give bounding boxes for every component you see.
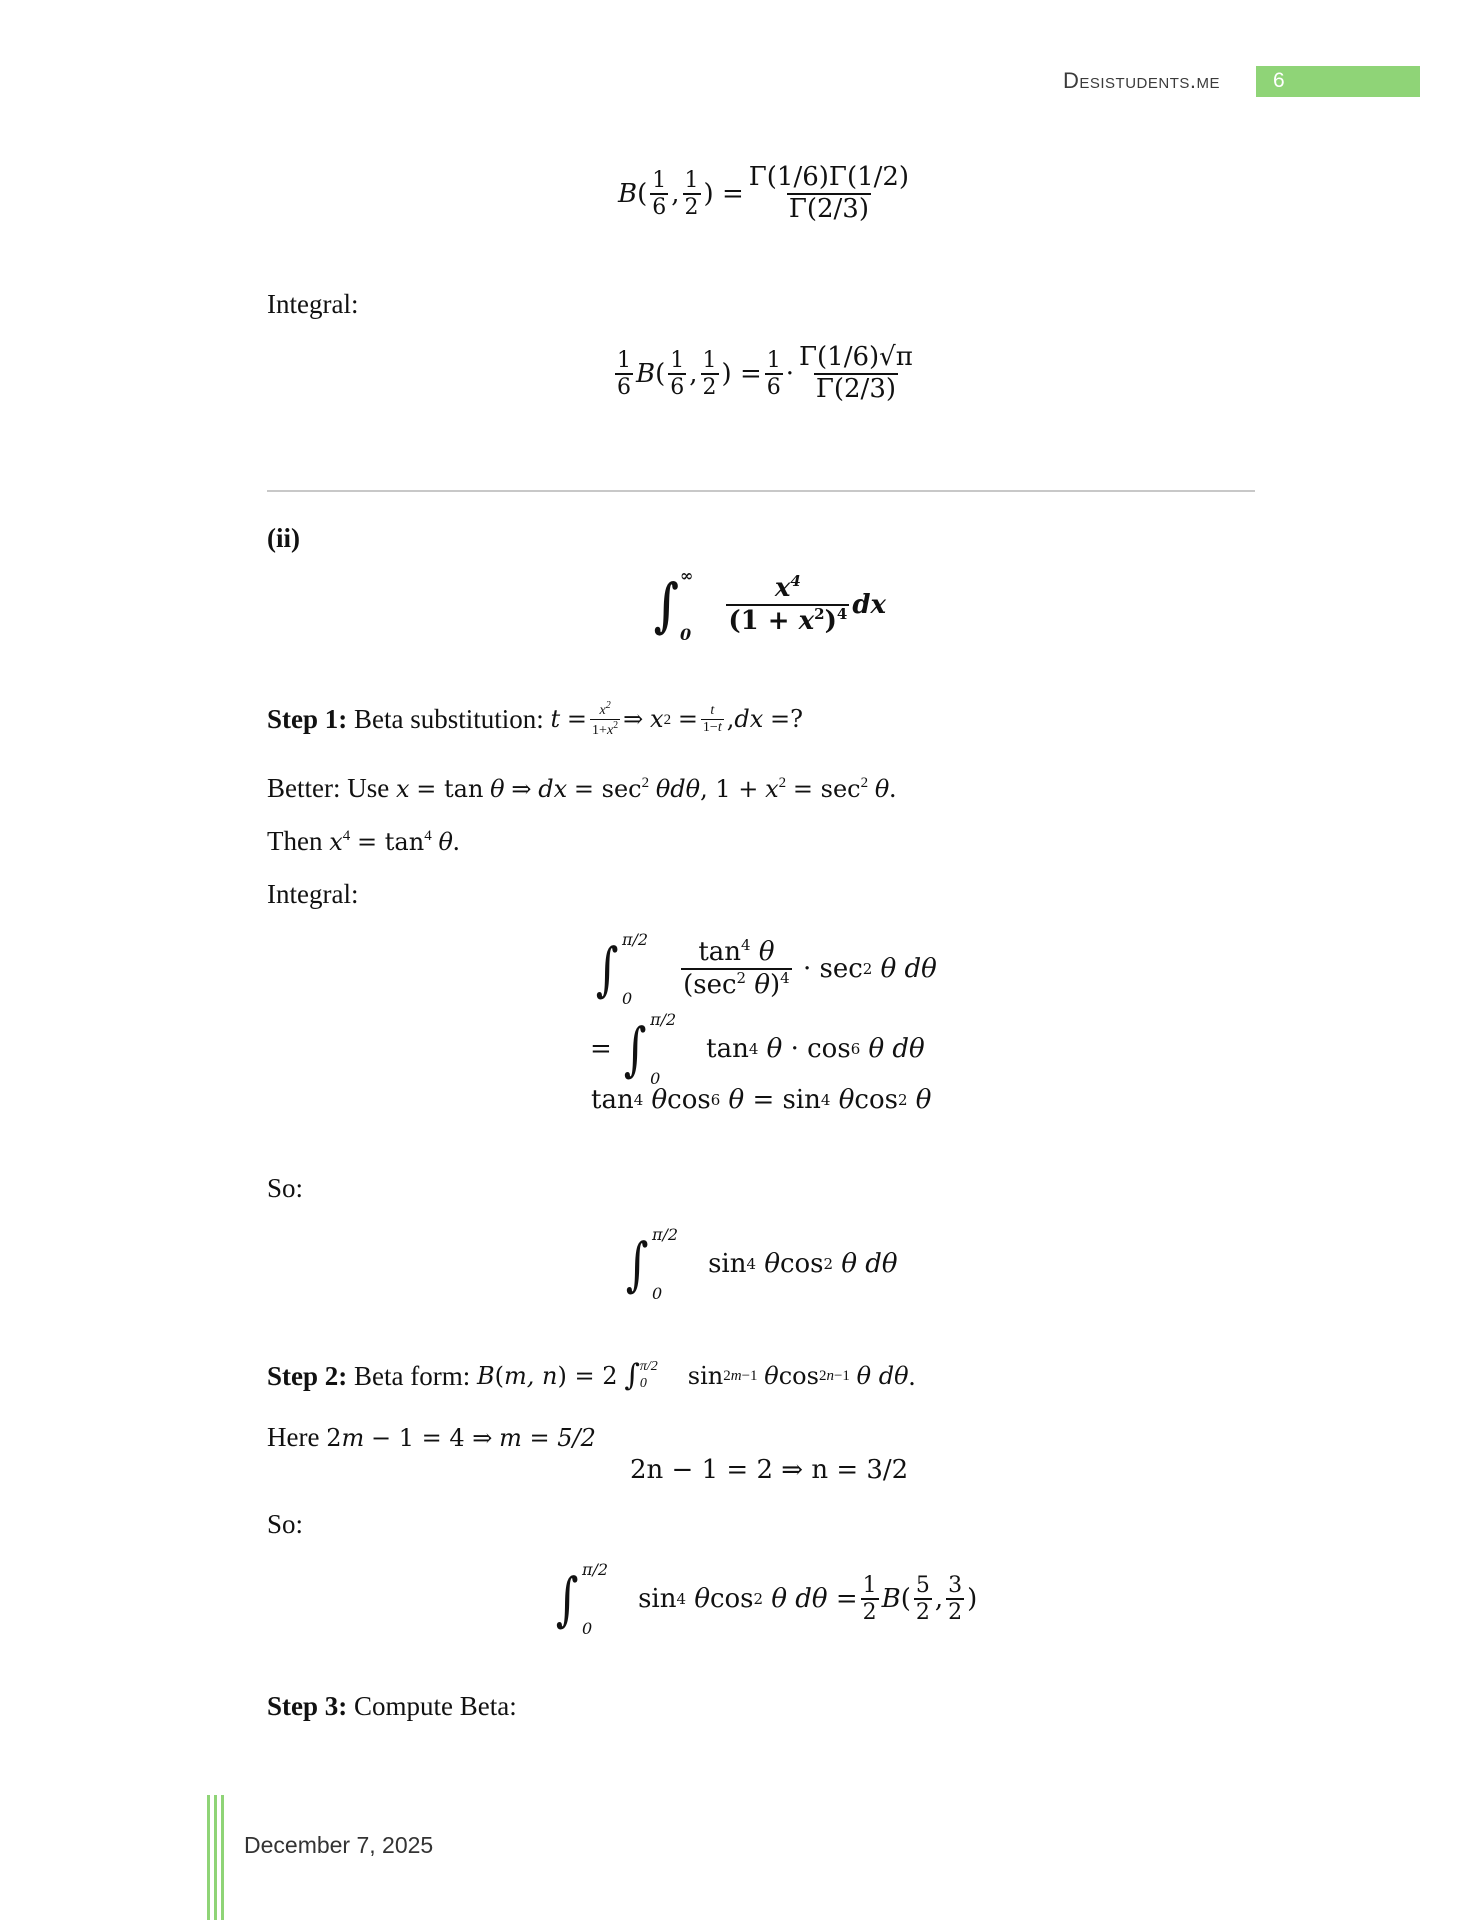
identity-line: tan 4 θ cos 6 θ = sin 4 θ cos 2 θ [591,1085,932,1115]
sin-cos-integral: ∫ π/2 0 sin 4 θ cos 2 θ dθ [625,1225,898,1303]
theta-integral-1: ∫ π/2 0 $\frac{\tan^4 \theta}{(\sec^2 \theta)^4}$ · sec 2 θ dθ [595,930,937,1008]
beta-relation: ∫ π/2 0 sin 4 θ cos 2 θ dθ = $\frac{1}{2}$ B ( $\frac{5}{2}$ , $\frac{3}{2}$ ) [555,1560,978,1638]
footer-bar-2 [214,1795,217,1920]
upper-limit: ∞ [680,566,694,585]
part-label: (ii) [267,523,300,553]
label-integral-2: Integral: [267,879,359,909]
beta-gamma-equation: B ( $\frac{1}{6}$ , $\frac{1}{2}$ ) = $\frac{\Gamma(1/6)\Gamma(1/2)}{\Gamma(2/3)}$ [618,162,910,224]
n-line: 2n − 1 = 2 ⇒ n = 3/2 [630,1455,909,1485]
integral-result-equation: $\frac{1}{6}$ B ( $\frac{1}{6}$ , $\frac{1}{2}$ ) = $\frac{1}{6}$ · $\frac{\Gamma(1/6)√\pi}{\Gamma(2/3)}$ [617,342,913,404]
lower-limit: 0 [680,625,692,644]
step1-line: Step 1: Beta substitution: t = $\frac{x^2}{1+x^2}$ ⇒ x 2 = $\frac{t}{1-t}$ , dx =? [267,700,803,739]
upper-limit-pi2: π/2 [622,930,649,949]
footer-bar-3 [221,1795,224,1920]
label-so-2: So: [267,1509,304,1539]
step2-line: Step 2: Beta form: B ( m, n ) = 2 ∫ π/2 0 sin 2m−1 θ cos 2n−1 θ dθ . [267,1358,916,1393]
footer-date: December 7, 2025 [244,1832,434,1858]
theta-integral-2: = ∫ π/2 0 tan 4 θ · cos 6 θ dθ [590,1010,925,1088]
page-number: 6 [1273,69,1285,92]
label-integral-1: Integral: [267,289,359,319]
site-name: Desistudents.me [1062,68,1220,93]
then-line: Then $x^4 = \tan^4 \theta$. [267,826,460,856]
here-line: Here 2m − 1 = 4 ⇒ m = 5/2 [267,1422,596,1452]
gamma-numerator: Γ(1/6)Γ(1/2) [748,162,910,192]
section-divider [267,490,1255,492]
better-line: Better: Use x = tan θ ⇒ dx = $\sec^2 \theta d\theta$, $1 + x^2 = \sec^2 \theta$. [267,773,897,803]
gamma-denominator-2: Γ(2/3) [815,373,896,404]
gamma-sqrt-numerator: Γ(1/6)√π [799,342,913,372]
footer-bar-1 [207,1795,210,1920]
integral-ii: ∫ ∞ 0 $\frac{x^4}{(1 + x^2)^4}$ dx [653,566,886,644]
label-so-1: So: [267,1173,304,1203]
step3-line: Step 3: Compute Beta: [267,1691,517,1721]
gamma-denominator: Γ(2/3) [788,193,869,224]
